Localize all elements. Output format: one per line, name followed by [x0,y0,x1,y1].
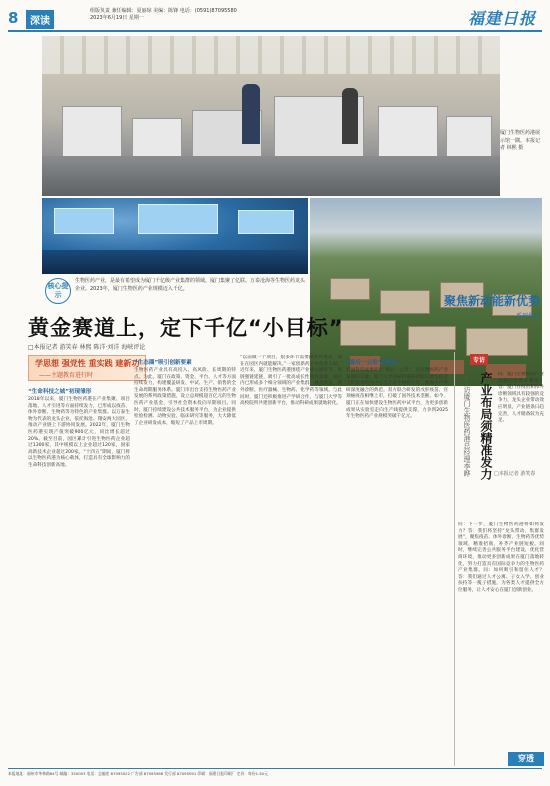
page-footer: 本报地址：福州市华林路84号 邮编：350003 电话：总编室 87095022 广告部 87095566 发行部 87095091 印刷：福建日报印刷厂 定价：每份1.50元 [8,768,542,776]
article-column-4 [346,355,448,766]
photo-caption-right: 厦门生物医药港展示馆一隅。本报记者 林熙 摄 [500,130,541,151]
banner-main: 学思想 强党性 重实践 建新功 [35,358,140,368]
header-meta-line1: 组版负责 兼任编辑：夏丽琼 美编：陈锋 电话：(0591)87095580 [90,8,237,14]
article-column-1 [28,384,130,766]
headline: 黄金赛道上，定下千亿“小目标” [28,316,344,340]
interview-body: 问：下一步，厦门生物医药港将如何发力？答：我们将坚持“龙头带动、集群发展”，聚焦疫苗、体外诊断、生物药等优势领域，精准招商，补齐产业链短板。同时，继续完善公共服务平台建设，优化营商环境，推动更多创新成果在厦门落地转化，努力打造具有国际竞争力的生物医药产业集群。问：如何吸引和留住人才？答：我们通过人才公寓、子女入学、创业扶持等一揽子措施，为各类人才提供全方位服务，让人才安心在厦门创新创业。 [458,522,544,593]
subheading: “生命科技之城”初现雏形 [28,389,92,395]
subheading: “最后一公里”的破冰 [346,360,399,366]
article-column-2 [134,355,236,766]
exhibition-photo [42,198,308,274]
interview-author: □本报记者 游笑春 [494,471,536,477]
subheading: “生态圈”吸引创新要素 [134,360,192,366]
series-title: 聚焦新动能新优势 [443,294,540,308]
series-subtitle: 系列报道 [515,313,540,320]
column-text: 打通科技成果转化“最后一公里”，是生物医药产业发展的关键。厦门大学国家传染病诊断试剂与疫苗工程技术研究中心与万泰生物的合作，被视为产学研深度融合的典范。双方联合研发的戊肝疫苗、宫颈癌疫苗相继上市，打破了国外技术垄断。如今，厦门正在加快建设生物医药中试平台，为更多创新成果从实验室走向生产线提供支撑，力争到2025年生物医药产业规模突破千亿元。 [346,368,448,420]
banner-sub: ——主题教育进行时 [39,372,94,379]
interview-subtitle: ——访厦门生物医药港总经理李晔 [463,372,471,477]
interview-tag: 专访 [470,354,488,365]
byline: □本报记者 游笑春 林熙 陈洋·刘洋 海峡评论 [28,344,146,351]
column-text: “以前做一个项目，很多环节需要跑到外地去，现在在园区内就能解决。”一家创新药企业负责人说。近年来，厦门生物医药港围绕产业链关键环节，补链强链延链，吸引了一批高成长性项目落地。园区内已形成多个细分领域的产业集群，涵盖疫苗、体外诊断、医疗器械、生物药、化学药等领域。与此同时，厦门还积极推进产学研合作，与厦门大学等高校院所共建创新平台，推动科研成果就地转化。 [240,355,342,407]
interview-intro: 问：厦门生物医药产业发展的优势在哪里？答：厦门在疫苗和体外诊断领域具有较强的竞争力，龙头企业带动效应明显，产业链条日趋完善，人才储备较为充足。 [498,372,544,424]
core-hint-badge: 核心提示 [45,278,71,304]
column-text: 2018年以来，厦门生物医药港在产业集聚、项目落地、人才引进等方面持续发力，已形成以疫苗、体外诊断、生物药等为特色的产业集群。以万泰生物为代表的龙头企业，依托海沧、翔安两大园区，推动产业链上下游协同发展。2022年，厦门生物医药港实现产值突破900亿元，同比增长超过20%。截至目前，园区累计引进生物医药企业超过1300家，其中规模以上企业超过120家，国家高新技术企业超过200家。“十四五”期间，厦门将以生物医药港为核心载体，打造具有全球影响力的生命科技创新高地。 [28,397,130,468]
page-number: 8 [8,9,19,27]
article-column-3 [240,355,342,766]
column-seal: 穿透 [508,752,544,766]
section-label: 深读 [26,10,54,29]
series-tag [420,292,540,320]
page-header [8,6,542,32]
theme-banner [28,355,146,381]
interview-title: 产业布局须精准发力 [479,372,493,480]
header-meta [90,8,237,22]
column-text: 生物医药产业具有高投入、高风险、长周期的特点。为此，厦门在政策、资金、平台、人才等方面持续发力，构建覆盖研发、中试、生产、销售的全生命周期服务体系。厦门市出台支持生物医药产业发展的系列政策措施，设立总规模超百亿元的生物医药产业基金，引导社会资本投向早期项目。同时，厦门持续建设公共技术服务平台，为企业提供检验检测、动物实验、临床研究等服务，大大降低了企业研发成本，缩短了产品上市周期。 [134,368,236,426]
lab-photo [42,36,500,196]
core-hint-text: 生物医药产业，是最有希望成为厦门千亿级产业集群的领域。厦门集聚了亿联、万泰沧海等生物医药龙头企业。2023年，厦门生物医药产业规模迈入千亿。 [75,278,306,292]
newspaper-logo: 福建日报 [467,9,536,28]
header-meta-line2: 2023年6月19日 星期一 [90,15,144,21]
